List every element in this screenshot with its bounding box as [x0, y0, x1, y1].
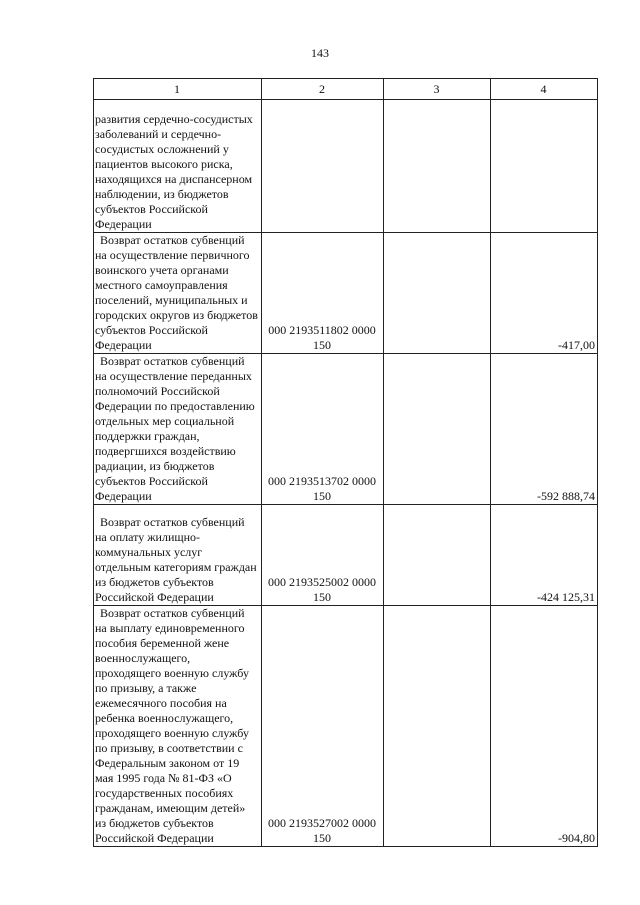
row-name: Возврат остатков субвенций на оплату жилищно-коммунальных услуг отдельным категориям граждан из бюджетов субъектов Российской Федерации	[94, 505, 262, 606]
row-col3	[384, 505, 491, 606]
table-row	[94, 100, 598, 233]
row-code	[262, 100, 384, 233]
row-code: 000 2193513702 0000 150	[262, 354, 384, 505]
row-code: 000 2193525002 0000 150	[262, 505, 384, 606]
column-header-2: 2	[262, 79, 384, 100]
row-amount: -417,00	[491, 233, 598, 354]
table-row	[94, 233, 598, 354]
table-row	[94, 606, 598, 847]
row-amount: -424 125,31	[491, 505, 598, 606]
column-header-4: 4	[491, 79, 598, 100]
row-col3	[384, 100, 491, 233]
column-header-1: 1	[94, 79, 262, 100]
row-name: Возврат остатков субвенций на выплату единовременного пособия беременной жене военнослужащего, проходящего военную службу по призыву, а также ежемесячного пособия на ребенка военнослужащего, проходящего военную службу по призыву, в соответствии с Федеральным законом от 19 мая 1995 года № 81-ФЗ «О государственных пособиях гражданам, имеющим детей» из бюджетов субъектов Российской Федерации	[94, 606, 262, 847]
row-amount	[491, 100, 598, 233]
table-row	[94, 505, 598, 606]
row-col3	[384, 606, 491, 847]
row-col3	[384, 354, 491, 505]
row-code: 000 2193527002 0000 150	[262, 606, 384, 847]
budget-table	[93, 78, 598, 847]
row-col3	[384, 233, 491, 354]
row-name: Возврат остатков субвенций на осуществление переданных полномочий Российской Федерации по предоставлению отдельных мер социальной поддержки граждан, подвергшихся воздействию радиации, из бюджетов субъектов Российской Федерации	[94, 354, 262, 505]
row-amount: -904,80	[491, 606, 598, 847]
row-name: развития сердечно-сосудистых заболеваний и сердечно-сосудистых осложнений у пациентов высокого риска, находящихся на диспансерном наблюдении, из бюджетов субъектов Российской Федерации	[94, 100, 262, 233]
page-number: 143	[311, 46, 329, 60]
row-code: 000 2193511802 0000 150	[262, 233, 384, 354]
table-header-row	[94, 79, 598, 100]
row-amount: -592 888,74	[491, 354, 598, 505]
table-row	[94, 354, 598, 505]
row-name: Возврат остатков субвенций на осуществление первичного воинского учета органами местного самоуправления поселений, муниципальных и городских округов из бюджетов субъектов Российской Федерации	[94, 233, 262, 354]
column-header-3: 3	[384, 79, 491, 100]
